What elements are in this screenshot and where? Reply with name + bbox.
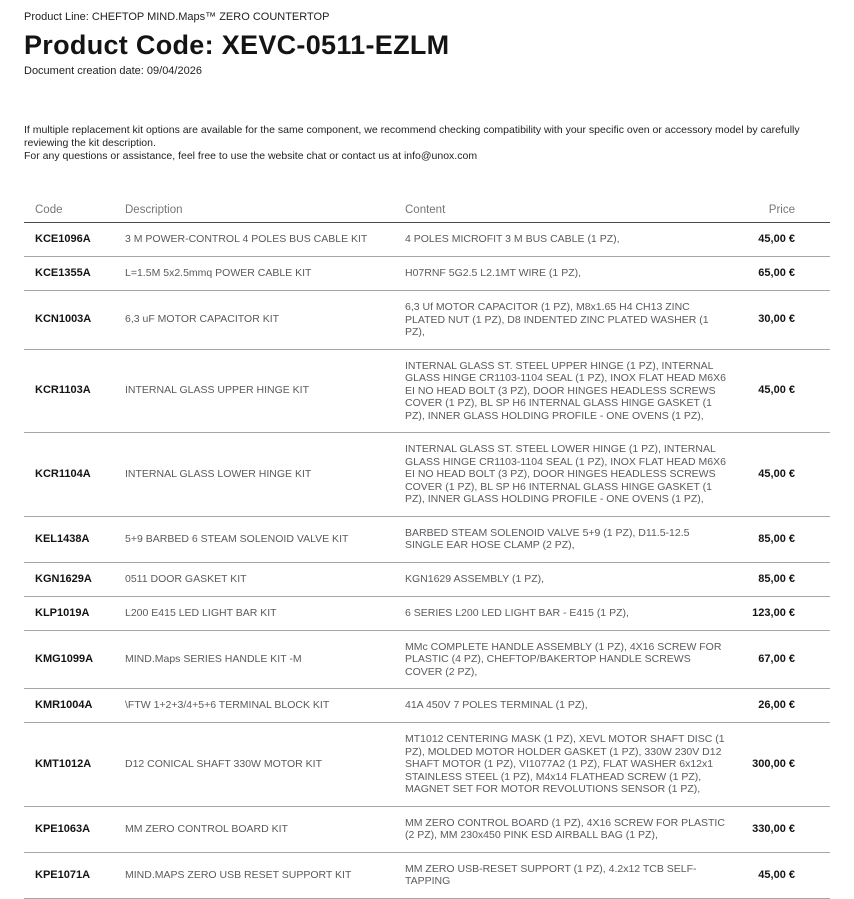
- kit-content-cell: MT1012 CENTERING MASK (1 PZ), XEVL MOTOR SHAFT DISC (1 PZ), MOLDED MOTOR HOLDER GASKET (1 PZ), 330W 230V D12 SHAFT MOTOR (1 PZ), VI1077A2 (1 PZ), FLAT WASHER 6x12x1 STAINLESS STEEL (1 PZ), M4x14 FLATHEAD SCREW (1 PZ), MAGNET SET FOR MOTOR REVOLUTIONS SENSOR (1 PZ),: [405, 733, 725, 795]
- kit-content-cell: KGN1629 ASSEMBLY (1 PZ),: [405, 572, 545, 585]
- kit-content-cell: 4 POLES MICROFIT 3 M BUS CABLE (1 PZ),: [405, 233, 620, 246]
- table-row: [24, 223, 830, 257]
- kit-price-cell: 65,00 €: [758, 267, 795, 279]
- kit-content-cell: 41A 450V 7 POLES TERMINAL (1 PZ),: [405, 699, 588, 712]
- kit-code-cell: KCR1104A: [35, 467, 91, 480]
- table-row: [24, 517, 830, 563]
- compatibility-note-line2: For any questions or assistance, feel free to use the website chat or contact us at info@unox.com: [24, 150, 478, 162]
- kit-content-cell: INTERNAL GLASS ST. STEEL LOWER HINGE (1 PZ), INTERNAL GLASS HINGE CR1103-1104 SEAL (1 PZ), INOX FLAT HEAD M6X6 EI NO HEAD BOLT (3 PZ), DOOR HINGES HEADLESS SCREWS COVER (1 PZ), BL SP H6 INTERNAL GLASS HINGE GASKET (1 PZ), INNER GLASS HOLDING PROFILE - ONE OVENS (1 PZ),: [405, 443, 726, 505]
- kit-price-cell: 45,00 €: [758, 868, 795, 881]
- kit-code-cell: KMT1012A: [35, 757, 92, 770]
- page-title: Product Code: XEVC-0511-EZLM: [24, 30, 450, 60]
- kit-code-cell: KMR1004A: [35, 699, 93, 711]
- column-header-code: Code: [35, 203, 63, 216]
- table-row: [24, 563, 830, 597]
- column-header-description: Description: [125, 203, 183, 216]
- table-row: [24, 853, 830, 899]
- table-row: [24, 689, 830, 723]
- kit-description-cell: 0511 DOOR GASKET KIT: [125, 572, 247, 585]
- compatibility-note-line1: If multiple replacement kit options are available for the same component, we recommend checking compatibility with your specific oven or accessory model by carefully reviewing the kit description.: [24, 124, 800, 149]
- kit-code-cell: KPE1071A: [35, 868, 91, 881]
- kit-description-cell: L200 E415 LED LIGHT BAR KIT: [125, 606, 277, 619]
- creation-date-label: Document creation date: 09/04/2026: [24, 65, 202, 77]
- table-row: [24, 597, 830, 631]
- kit-code-cell: KGN1629A: [35, 572, 92, 585]
- kit-price-cell: 45,00 €: [758, 467, 795, 480]
- table-body: [24, 223, 830, 899]
- kit-description-cell: INTERNAL GLASS UPPER HINGE KIT: [125, 384, 309, 397]
- kit-content-cell: MM ZERO USB-RESET SUPPORT (1 PZ), 4.2x12 TCB SELF-TAPPING: [405, 862, 697, 887]
- kit-code-cell: KCR1103A: [35, 384, 91, 397]
- kit-price-cell: 85,00 €: [758, 572, 795, 585]
- kit-price-cell: 30,00 €: [758, 313, 795, 326]
- kit-description-cell: 5+9 BARBED 6 STEAM SOLENOID VALVE KIT: [125, 532, 349, 545]
- kit-content-cell: MM ZERO CONTROL BOARD (1 PZ), 4X16 SCREW FOR PLASTIC (2 PZ), MM 230x450 PINK ESD AIRBALL BAG (1 PZ),: [405, 816, 725, 841]
- kit-code-cell: KCN1003A: [35, 313, 92, 326]
- kit-description-cell: \FTW 1+2+3/4+5+6 TERMINAL BLOCK KIT: [125, 699, 330, 711]
- table-row: [24, 350, 830, 434]
- kit-price-cell: 330,00 €: [752, 822, 795, 835]
- kit-description-cell: 6,3 uF MOTOR CAPACITOR KIT: [125, 313, 280, 326]
- kit-content-cell: 6,3 Uf MOTOR CAPACITOR (1 PZ), M8x1.65 H4 CH13 ZINC PLATED NUT (1 PZ), D8 INDENTED ZINC PLATED WASHER (1 PZ),: [405, 301, 709, 338]
- kit-code-cell: KCE1355A: [35, 267, 91, 279]
- table-row: [24, 257, 830, 291]
- kit-description-cell: MIND.MAPS ZERO USB RESET SUPPORT KIT: [125, 868, 352, 881]
- kit-content-cell: MMc COMPLETE HANDLE ASSEMBLY (1 PZ), 4X16 SCREW FOR PLASTIC (4 PZ), CHEFTOP/BAKERTOP HANDLE SCREWS COVER (2 PZ),: [405, 640, 722, 678]
- kit-description-cell: L=1.5M 5x2.5mmq POWER CABLE KIT: [125, 267, 312, 279]
- table-row: [24, 433, 830, 517]
- table-header-row: [24, 197, 830, 223]
- kit-code-cell: KCE1096A: [35, 233, 91, 245]
- parts-table: [24, 197, 830, 899]
- kit-content-cell: BARBED STEAM SOLENOID VALVE 5+9 (1 PZ), D11.5-12.5 SINGLE EAR HOSE CLAMP (2 PZ),: [405, 526, 690, 551]
- column-header-content: Content: [405, 203, 446, 216]
- column-header-price: Price: [768, 203, 795, 216]
- kit-price-cell: 123,00 €: [752, 606, 795, 619]
- table-row: [24, 631, 830, 690]
- table-row: [24, 723, 830, 807]
- kit-content-cell: H07RNF 5G2.5 L2.1MT WIRE (1 PZ),: [405, 267, 582, 280]
- kit-description-cell: D12 CONICAL SHAFT 330W MOTOR KIT: [125, 757, 323, 770]
- kit-code-cell: KMG1099A: [35, 652, 94, 665]
- compatibility-note: [24, 124, 830, 163]
- table-row: [24, 291, 830, 350]
- kit-description-cell: MIND.Maps SERIES HANDLE KIT -M: [125, 652, 302, 665]
- kit-price-cell: 26,00 €: [758, 699, 795, 711]
- kit-content-cell: INTERNAL GLASS ST. STEEL UPPER HINGE (1 PZ), INTERNAL GLASS HINGE CR1103-1104 SEAL (1 PZ), INOX FLAT HEAD M6X6 EI NO HEAD BOLT (3 PZ), DOOR HINGES HEADLESS SCREWS COVER (1 PZ), BL SP H6 INTERNAL GLASS HINGE GASKET (1 PZ), INNER GLASS HOLDING PROFILE - ONE OVENS (1 PZ),: [405, 359, 726, 422]
- kit-price-cell: 67,00 €: [758, 652, 795, 665]
- kit-price-cell: 45,00 €: [758, 233, 795, 245]
- kit-content-cell: 6 SERIES L200 LED LIGHT BAR - E415 (1 PZ),: [405, 606, 629, 619]
- kit-price-cell: 85,00 €: [758, 532, 795, 545]
- kit-price-cell: 300,00 €: [752, 757, 795, 770]
- kit-price-cell: 45,00 €: [758, 384, 795, 397]
- kit-code-cell: KLP1019A: [35, 606, 90, 619]
- kit-code-cell: KEL1438A: [35, 532, 90, 545]
- table-row: [24, 807, 830, 853]
- kit-description-cell: MM ZERO CONTROL BOARD KIT: [125, 822, 288, 835]
- kit-description-cell: INTERNAL GLASS LOWER HINGE KIT: [125, 467, 312, 480]
- kit-description-cell: 3 M POWER-CONTROL 4 POLES BUS CABLE KIT: [125, 233, 368, 245]
- kit-code-cell: KPE1063A: [35, 822, 91, 835]
- product-line-label: Product Line: CHEFTOP MIND.Maps™ ZERO COUNTERTOP: [24, 11, 330, 23]
